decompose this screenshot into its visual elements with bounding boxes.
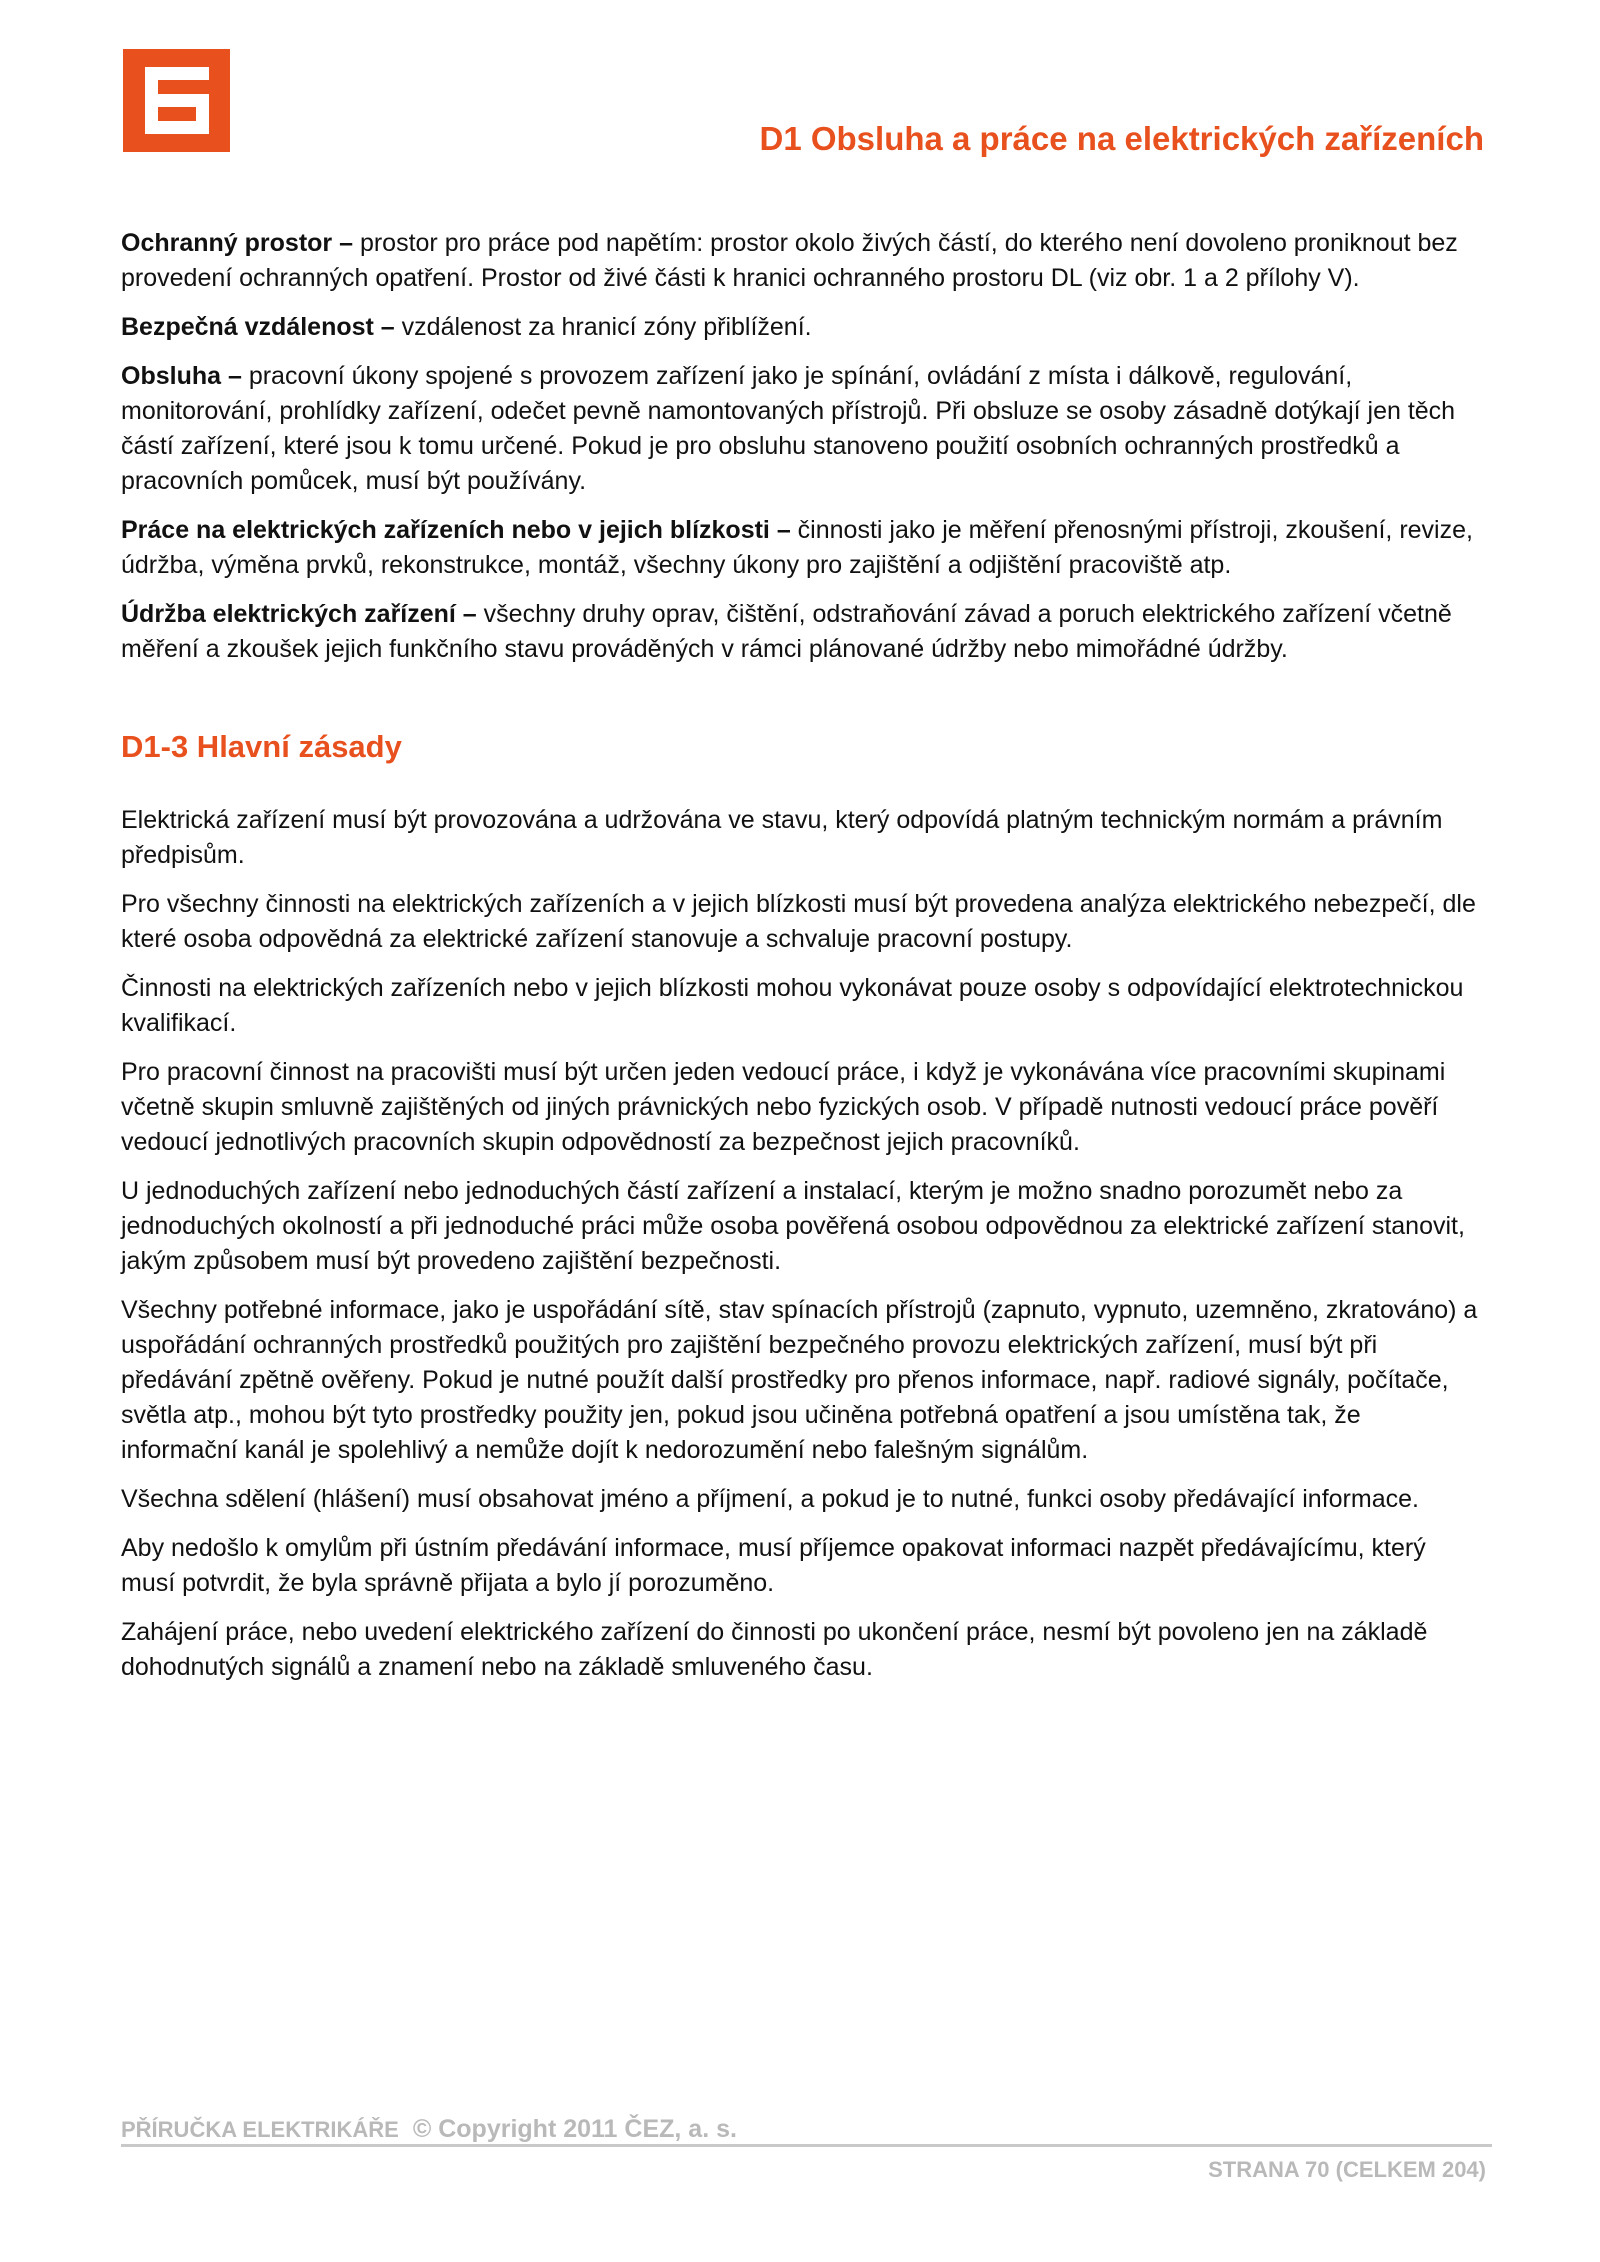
footer-title bbox=[121, 2115, 737, 2144]
paragraph: Pro všechny činnosti na elektrických zařízeních a v jejich blízkosti musí být provedena analýza elektrického nebezpečí, dle které osoba odpovědná za elektrické zařízení stanovuje a schvaluje pracovní postupy. bbox=[121, 890, 1476, 953]
footer-copyright: © Copyright 2011 ČEZ, a. s. bbox=[412, 2115, 737, 2143]
paragraph: U jednoduchých zařízení nebo jednoduchých částí zařízení a instalací, kterým je možno snadno porozumět nebo za jednoduchých okolností a při jednoduché práci může osoba pověřená osobou odpovědnou za elektrické zařízení stanovit, jakým způsobem musí být provedeno zajištění bezpečnosti. bbox=[121, 1177, 1465, 1275]
definition-term: Ochranný prostor – bbox=[121, 229, 353, 257]
cez-logo-icon bbox=[123, 49, 230, 152]
paragraph: Aby nedošlo k omylům při ústním předávání informace, musí příjemce opakovat informaci nazpět předávajícímu, který musí potvrdit, že byla správně přijata a bylo jí porozuměno. bbox=[121, 1534, 1426, 1597]
section-heading: D1-3 Hlavní zásady bbox=[121, 729, 402, 764]
paragraph: Zahájení práce, nebo uvedení elektrického zařízení do činnosti po ukončení práce, nesmí být povoleno jen na základě dohodnutých signálů a znamení nebo na základě smluveného času. bbox=[121, 1618, 1428, 1681]
definition-text: pracovní úkony spojené s provozem zařízení jako je spínání, ovládání z místa i dálkově, regulování, monitorování, prohlídky zařízení, odečet pevně namontovaných přístrojů. Při obsluze se osoby zásadně dotýkají jen těch částí zařízení, které jsou k tomu určené. Pokud je pro obsluhu stanoveno použití osobních ochranných prostředků a pracovních pomůcek, musí být používány. bbox=[121, 362, 1456, 495]
definition-text: činnosti jako je měření přenosnými přístroji, zkoušení, revize, údržba, výměna prvků, rekonstrukce, montáž, všechny úkony pro zajištění a odjištění pracoviště atp. bbox=[121, 516, 1473, 579]
definition-term: Obsluha – bbox=[121, 362, 242, 390]
definition-term: Bezpečná vzdálenost – bbox=[121, 313, 395, 341]
definition-term: Údržba elektrických zařízení – bbox=[121, 600, 477, 628]
definition-udrzba bbox=[121, 597, 1484, 667]
paragraph: Elektrická zařízení musí být provozována a udržována ve stavu, který odpovídá platným technickým normám a právním předpisům. bbox=[121, 806, 1443, 869]
definition-text: prostor pro práce pod napětím: prostor okolo živých částí, do kterého není dovoleno proniknout bez provedení ochranných opatření. Prostor od živé části k hranici ochranného prostoru DL (viz obr. 1 a 2 přílohy V). bbox=[121, 229, 1458, 292]
footer-book-title: PŘÍRUČKA ELEKTRIKÁŘE bbox=[121, 2117, 399, 2142]
page-number: STRANA 70 (CELKEM 204) bbox=[1208, 2157, 1486, 2182]
paragraph: Pro pracovní činnost na pracovišti musí být určen jeden vedoucí práce, i když je vykonávána více pracovními skupinami včetně skupin smluvně zajištěných od jiných právnických nebo fyzických osob. V případě nutnosti vedoucí práce pověří vedoucí jednotlivých pracovních skupin odpovědností za bezpečnost jejich pracovníků. bbox=[121, 1058, 1446, 1156]
definition-bezpecna-vzdalenost bbox=[121, 310, 1484, 345]
paragraph: Všechny potřebné informace, jako je uspořádání sítě, stav spínacích přístrojů (zapnuto, vypnuto, uzemněno, zkratováno) a uspořádání ochranných prostředků použitých pro zajištění bezpečného provozu elektrických zařízení, musí být při předávání zpětně ověřeny. Pokud je nutné použít další prostředky pro přenos informace, např. radiové signály, počítače, světla atp., mohou být tyto prostředky použity jen, pokud jsou učiněna potřebná opatření a jsou umístěna tak, že informační kanál je spolehlivý a nemůže dojít k nedorozumění nebo falešným signálům. bbox=[121, 1296, 1478, 1464]
paragraph: Všechna sdělení (hlášení) musí obsahovat jméno a příjmení, a pokud je to nutné, funkci osoby předávající informace. bbox=[121, 1485, 1419, 1513]
definition-text: všechny druhy oprav, čištění, odstraňování závad a poruch elektrického zařízení včetně měření a zkoušek jejich funkčního stavu prováděných v rámci plánované údržby nebo mimořádné údržby. bbox=[121, 600, 1452, 663]
footer-divider bbox=[121, 2144, 1492, 2147]
paragraph: Činnosti na elektrických zařízeních nebo v jejich blízkosti mohou vykonávat pouze osoby s odpovídající elektrotechnickou kvalifikací. bbox=[121, 974, 1464, 1037]
definition-ochranny-prostor bbox=[121, 226, 1484, 296]
definition-prace bbox=[121, 513, 1484, 583]
definition-term: Práce na elektrických zařízeních nebo v jejich blízkosti – bbox=[121, 516, 791, 544]
definition-text: vzdálenost za hranicí zóny přiblížení. bbox=[394, 313, 812, 341]
document-body bbox=[121, 226, 1484, 1699]
definition-obsluha bbox=[121, 359, 1484, 499]
page-title: D1 Obsluha a práce na elektrických zařízeních bbox=[759, 120, 1484, 157]
